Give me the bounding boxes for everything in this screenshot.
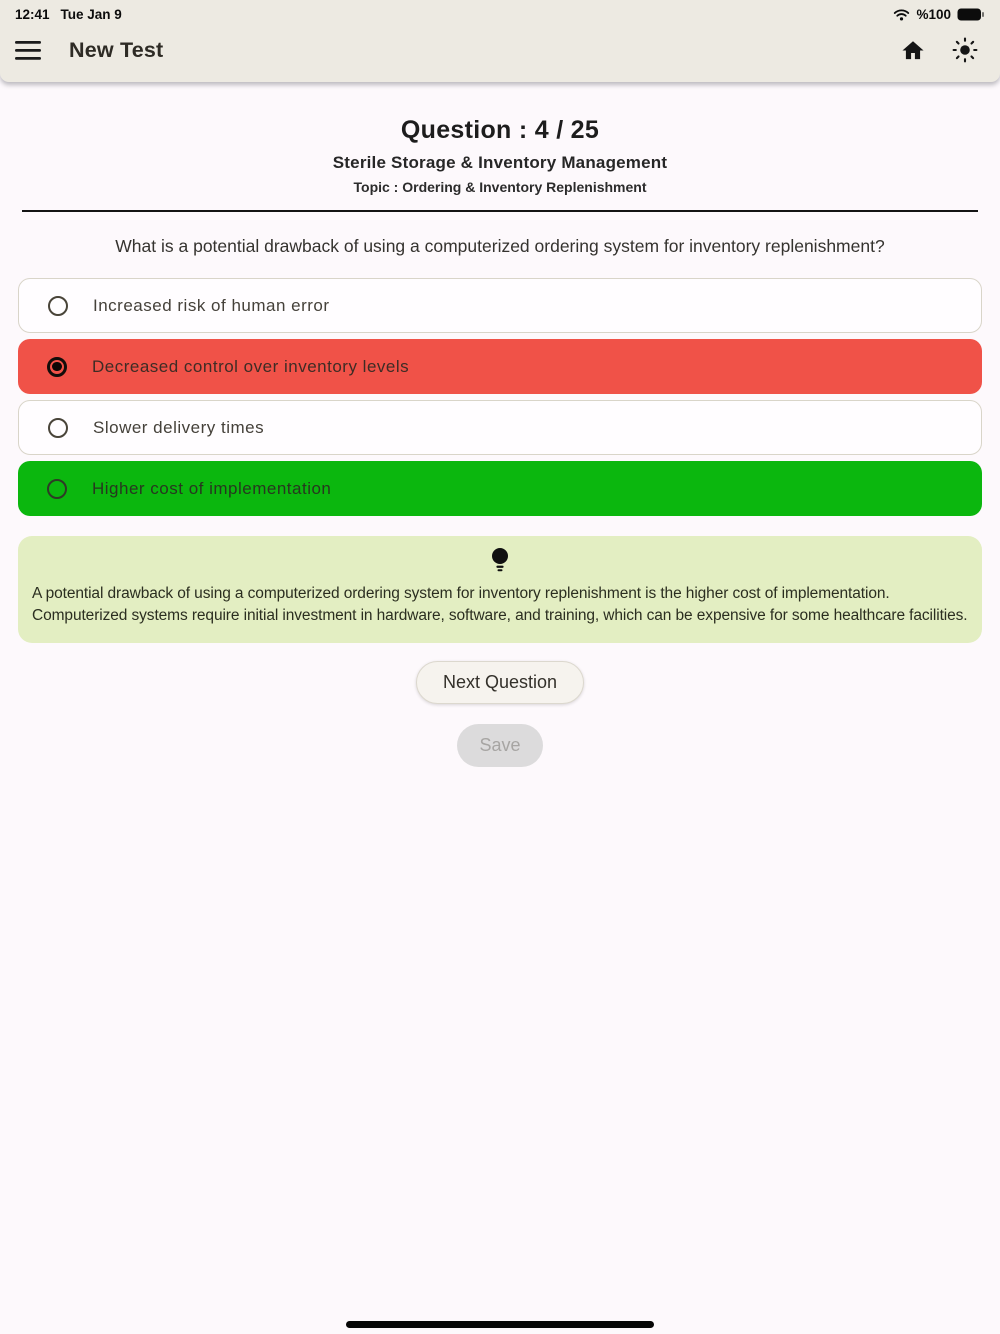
options-list xyxy=(18,278,982,516)
explanation-box xyxy=(18,536,982,643)
option-label: Slower delivery times xyxy=(93,417,265,437)
option-label: Increased risk of human error xyxy=(93,295,330,315)
option-slower-delivery[interactable] xyxy=(18,400,982,455)
status-bar xyxy=(0,0,1000,24)
option-higher-cost[interactable] xyxy=(18,461,982,516)
status-bar-left xyxy=(15,7,122,22)
question-counter: Question : 4 / 25 xyxy=(400,116,600,144)
radio-icon[interactable] xyxy=(47,357,67,377)
radio-icon[interactable] xyxy=(48,296,68,316)
question-topic: Topic : Ordering & Inventory Replenishment xyxy=(353,179,647,195)
option-label: Higher cost of implementation xyxy=(92,478,332,498)
radio-icon[interactable] xyxy=(48,418,68,438)
battery-full-icon xyxy=(957,8,984,21)
home-icon[interactable] xyxy=(901,39,925,62)
battery-percent: %100 xyxy=(916,7,951,22)
divider xyxy=(22,210,978,212)
question-text: What is a potential drawback of using a computerized ordering system for inventory replenishment? xyxy=(115,236,885,256)
explanation-line: Computerized systems require initial investment in hardware, software, and training, which can be expensive for some healthcare facilities. xyxy=(32,607,968,624)
home-indicator-bar[interactable] xyxy=(346,1321,654,1328)
top-chrome xyxy=(0,0,1000,82)
status-time: 12:41 xyxy=(15,7,50,22)
question-category: Sterile Storage & Inventory Management xyxy=(332,153,668,172)
status-date: Tue Jan 9 xyxy=(60,7,122,22)
app-header xyxy=(0,24,1000,82)
explanation-line: A potential drawback of using a computerized ordering system for inventory replenishment is the higher cost of implementation. xyxy=(32,585,890,602)
status-bar-right xyxy=(893,7,984,22)
option-label: Decreased control over inventory levels xyxy=(92,356,410,376)
option-decreased-control[interactable] xyxy=(18,339,982,394)
hamburger-menu-icon[interactable] xyxy=(15,41,41,60)
brightness-sun-icon[interactable] xyxy=(952,37,978,63)
option-increased-risk[interactable] xyxy=(18,278,982,333)
next-question-button[interactable]: Next Question xyxy=(416,661,584,704)
wifi-icon xyxy=(893,8,910,21)
page-title: New Test xyxy=(69,37,164,62)
radio-icon[interactable] xyxy=(47,479,67,499)
save-button[interactable]: Save xyxy=(457,724,542,767)
lightbulb-icon xyxy=(32,547,968,574)
